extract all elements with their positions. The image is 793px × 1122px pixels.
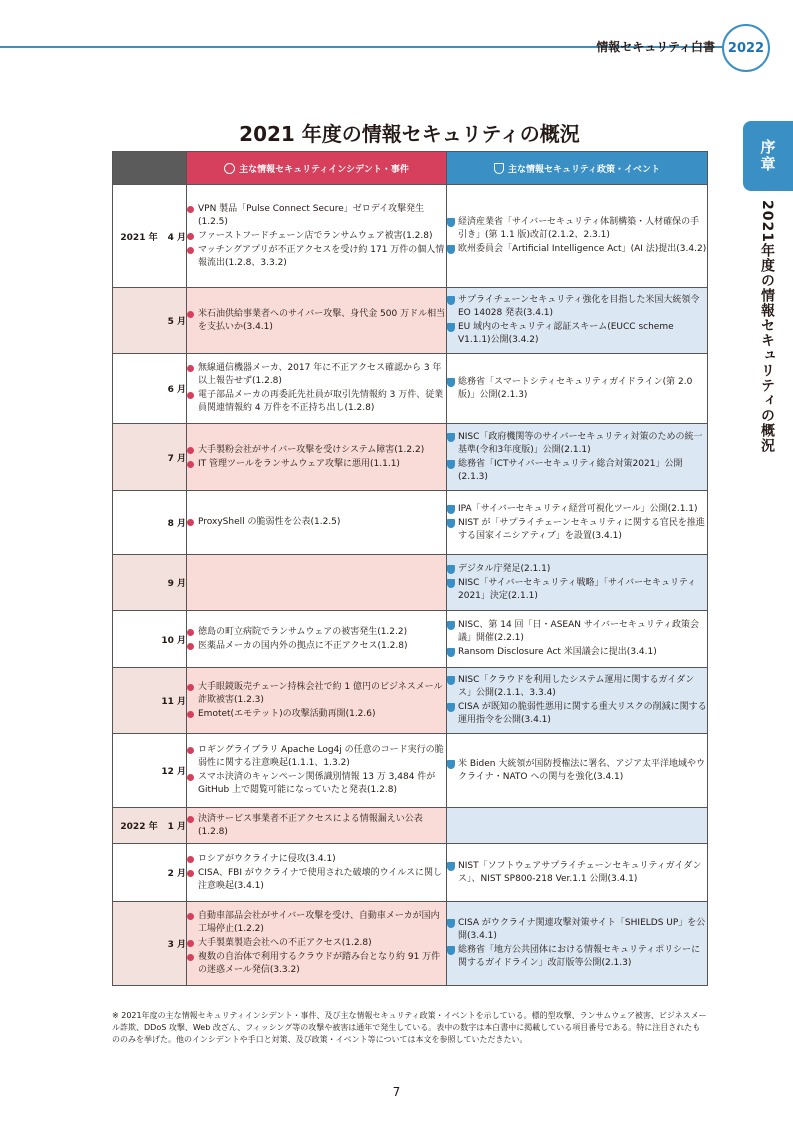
- policy-shield-icon: [447, 862, 455, 871]
- policy-shield-icon: [447, 218, 455, 227]
- table-row: [113, 902, 708, 986]
- incidents-cell: [187, 808, 447, 844]
- incident-item: [187, 626, 446, 639]
- month-label: 11 月: [161, 697, 186, 707]
- policy-item: [447, 376, 707, 402]
- incident-item: [187, 937, 446, 950]
- table-row: [113, 555, 708, 611]
- incident-item-text: ProxyShell の脆弱性を公表(1.2.5): [198, 517, 341, 527]
- policy-shield-icon: [447, 565, 455, 574]
- policy-shield-icon: [447, 460, 455, 469]
- date-cell: [113, 734, 187, 808]
- incident-item-text: ロシアがウクライナに侵攻(3.4.1): [198, 853, 336, 864]
- policy-shield-icon: [447, 579, 455, 588]
- incident-item-text: 医薬品メーカの国内外の拠点に不正アクセス(1.2.8): [198, 640, 408, 651]
- date-cell: [113, 808, 187, 844]
- incident-item-text: 大手製菓製造会社への不正アクセス(1.2.8): [198, 938, 372, 948]
- policy-item: [447, 243, 707, 256]
- incident-item: [187, 230, 446, 243]
- header-year-badge: 2022: [722, 24, 770, 72]
- incidents-cell: [187, 288, 447, 354]
- shield-icon: [494, 163, 504, 174]
- policies-cell: [447, 288, 708, 354]
- incidents-cell: [187, 185, 447, 288]
- date-cell: [113, 611, 187, 668]
- incident-bullet-icon: [187, 643, 194, 650]
- month-label: 6 月: [167, 385, 186, 395]
- incident-item: [187, 308, 446, 334]
- date-cell: [113, 902, 187, 986]
- policy-item-text: EU 域内のセキュリティ認証スキーム(EUCC scheme V1.1.1)公開(3.4.2): [458, 322, 674, 345]
- policy-item: [447, 860, 707, 886]
- policy-item: [447, 619, 707, 645]
- policy-item: [447, 517, 707, 543]
- footnote: ※ 2021年度の主な情報セキュリティインシデント・事件、及び主な情報セキュリティ政策・イベントを示している。標的型攻撃、ランサムウェア被害、ビジネスメール詐欺、DDoS 攻撃、Web 改ざん、フィッシング等の攻撃や被害は通年で発生している。表中の数字は本白書中に掲載している項目番号である。特に注目されたもののみを挙げた。他のインシデントや手口と対策、及び政策・イベント等については本文を参照していただきたい。: [112, 1011, 707, 1044]
- table-row: [113, 491, 708, 555]
- policies-column-header: [447, 152, 708, 185]
- incidents-cell: [187, 555, 447, 611]
- incident-bullet-icon: [187, 461, 194, 468]
- incidents-cell: [187, 734, 447, 808]
- policy-item: [447, 758, 707, 784]
- incident-item-text: VPN 製品「Pulse Connect Secure」ゼロデイ攻撃発生(1.2.5): [198, 203, 425, 227]
- incident-item: [187, 458, 446, 471]
- date-cell: [113, 288, 187, 354]
- month-label: 4 月: [167, 232, 186, 243]
- table-row: [113, 611, 708, 668]
- incidents-cell: [187, 902, 447, 986]
- policies-cell: [447, 902, 708, 986]
- policy-item: [447, 216, 707, 242]
- incidents-column-header: [187, 152, 447, 185]
- incident-bullet-icon: [187, 816, 194, 823]
- incident-item: [187, 708, 446, 721]
- policy-item: [447, 294, 707, 320]
- incident-item: [187, 362, 446, 388]
- table-row: [113, 354, 708, 424]
- incident-item: [187, 771, 446, 797]
- policy-shield-icon: [447, 519, 455, 528]
- policy-shield-icon: [447, 621, 455, 630]
- policy-item-text: デジタル庁発足(2.1.1): [458, 563, 551, 574]
- incident-bullet-icon: [187, 392, 194, 399]
- header-title: 情報セキュリティ白書: [596, 40, 715, 54]
- month-label: 5 月: [167, 317, 186, 327]
- policy-item-text: NISC「政府機関等のサイバーセキュリティ対策のための統一基準(令和3年度版)」公開(2.1.1): [458, 431, 703, 455]
- policy-shield-icon: [447, 703, 455, 712]
- incident-bullet-icon: [187, 954, 194, 961]
- incident-item: [187, 244, 446, 270]
- policy-item: [447, 577, 707, 603]
- policy-item-text: 欧州委員会「Artificial Intelligence Act」(AI 法)提出(3.4.2): [458, 244, 707, 254]
- incident-item: [187, 389, 446, 415]
- incident-bullet-icon: [187, 365, 194, 372]
- policy-item-text: CISA が既知の脆弱性悪用に関する重大リスクの削減に関する運用指令を公開(3.4.1): [458, 702, 707, 725]
- incident-item-text: 徳島の町立病院でランサムウェアの被害発生(1.2.2): [198, 626, 408, 637]
- policies-cell: [447, 424, 708, 491]
- incident-bullet-icon: [187, 711, 194, 718]
- month-label: 1 月: [167, 822, 186, 832]
- policy-item: [447, 917, 707, 943]
- policy-shield-icon: [447, 296, 455, 305]
- policy-item-text: 経済産業省「サイバーセキュリティ体制構築・人材確保の手引き」(第 1.1 版)改訂(2.1.2、2.3.1): [458, 217, 700, 240]
- incident-bullet-icon: [187, 247, 194, 254]
- incident-bullet-icon: [187, 311, 194, 318]
- policies-cell: [447, 491, 708, 555]
- incident-bullet-icon: [187, 913, 194, 920]
- policies-cell: [447, 734, 708, 808]
- table-row: [113, 734, 708, 808]
- policies-cell: [447, 844, 708, 902]
- policy-item: [447, 674, 707, 700]
- policy-item: [447, 503, 707, 516]
- timeline-table: [112, 151, 708, 986]
- incident-bullet-icon: [187, 870, 194, 877]
- year-label: 2022 年: [120, 822, 158, 832]
- policy-item-text: NIST が「サプライチェーンセキュリティに関する官民を推進する国家イニシアティブ」を設置(3.4.1): [458, 517, 705, 541]
- incident-item-text: ロギングライブラリ Apache Log4j の任意のコード実行の脆弱性に関する注意喚起(1.1.1、1.3.2): [198, 745, 444, 768]
- table-row: [113, 844, 708, 902]
- incident-item-text: 自動車部品会社がサイバー攻撃を受け、自動車メーカが国内工場停止(1.2.2): [198, 911, 440, 934]
- policy-item-text: 米 Biden 大統領が国防授権法に署名、アジア太平洋地域やウクライナ・NATO への関与を強化(3.4.1): [458, 758, 705, 782]
- policy-item: [447, 431, 707, 457]
- policy-item-text: 総務省「地方公共団体における情報セキュリティポリシーに関するガイドライン」改訂版等公開(2.1.3): [458, 945, 701, 968]
- date-cell: [113, 668, 187, 734]
- policy-shield-icon: [447, 378, 455, 387]
- incidents-cell: [187, 844, 447, 902]
- incident-item-text: 決済サービス事業者不正アクセスによる情報漏えい公表(1.2.8): [198, 813, 423, 837]
- policies-column-label: 主な情報セキュリティ政策・イベント: [507, 164, 661, 175]
- incidents-cell: [187, 491, 447, 555]
- year-label: 2021 年: [120, 232, 158, 243]
- incident-item-text: マッチングアプリが不正アクセスを受け約 171 万件の個人情報流出(1.2.8、3.3.2): [198, 244, 445, 268]
- date-cell: [113, 555, 187, 611]
- policy-item: [447, 944, 707, 970]
- policy-item-text: NISC、第 14 回「日・ASEAN サイバーセキュリティ政策会議」開催(2.2.1): [458, 620, 699, 643]
- page-title: 2021 年度の情報セキュリティの概況: [239, 122, 580, 146]
- incident-item: [187, 640, 446, 653]
- month-label: 12 月: [161, 767, 186, 777]
- incident-item: [187, 681, 446, 707]
- month-label: 2 月: [167, 869, 186, 879]
- incident-item: [187, 203, 446, 229]
- policy-shield-icon: [447, 648, 455, 657]
- incident-bullet-icon: [187, 747, 194, 754]
- header-blank-cell: [113, 152, 187, 185]
- incident-item-text: IT 管理ツールをランサムウェア攻撃に悪用(1.1.1): [198, 458, 400, 469]
- policy-shield-icon: [447, 919, 455, 928]
- policies-cell: [447, 668, 708, 734]
- incident-item-text: 米石油供給事業者へのサイバー攻撃、身代金 500 万ドル相当を支払いか(3.4.1): [198, 308, 446, 332]
- policies-cell: [447, 611, 708, 668]
- incident-item: [187, 516, 446, 529]
- incident-bullet-icon: [187, 774, 194, 781]
- date-cell: [113, 424, 187, 491]
- incident-item-text: Emotet(エモテット)の攻撃活動再開(1.2.6): [198, 708, 376, 719]
- policy-item: [447, 701, 707, 727]
- incident-item-text: スマホ決済のキャンペーン関係識別情報 13 万 3,484 件が GitHub 上で閲覧可能になっていたと発表(1.2.8): [198, 772, 436, 795]
- incident-bullet-icon: [187, 519, 194, 526]
- month-label: 7 月: [167, 453, 186, 464]
- incident-bullet-icon: [187, 684, 194, 691]
- month-label: 10 月: [161, 635, 186, 646]
- incident-item: [187, 853, 446, 866]
- policy-item-text: IPA「サイバーセキュリティ経営可視化ツール」公開(2.1.1): [458, 503, 698, 514]
- target-icon: [224, 163, 235, 174]
- incident-item: [187, 444, 446, 457]
- month-label: 8 月: [167, 519, 186, 529]
- incident-item-text: CISA、FBI がウクライナで使用された破壊的ウイルスに関し注意喚起(3.4.1): [198, 867, 443, 891]
- policy-item-text: Ransom Disclosure Act 米国議会に提出(3.4.1): [458, 647, 657, 657]
- incident-item-text: 大手製粉会社がサイバー攻撃を受けシステム障害(1.2.2): [198, 444, 425, 455]
- table-row: [113, 185, 708, 288]
- table-row: [113, 808, 708, 844]
- incidents-column-label: 主な情報セキュリティインシデント・事件: [239, 164, 409, 175]
- policy-shield-icon: [447, 676, 455, 685]
- incidents-cell: [187, 668, 447, 734]
- month-label: 9 月: [167, 579, 186, 589]
- date-cell: [113, 185, 187, 288]
- policy-shield-icon: [447, 760, 455, 769]
- table-header-row: [113, 152, 708, 185]
- policy-item-text: CISA がウクライナ関連攻撃対策サイト「SHIELDS UP」を公開(3.4.1): [458, 918, 706, 941]
- incident-bullet-icon: [187, 629, 194, 636]
- incident-item-text: 電子部品メーカの再委託先社員が取引先情報約 3 万件、従業員関連情報約 4 万件を不正持ち出し(1.2.8): [198, 390, 444, 413]
- incidents-cell: [187, 611, 447, 668]
- policy-item-text: 総務省「スマートシティセキュリティガイドライン(第 2.0 版)」公開(2.1.3): [458, 376, 693, 400]
- policies-cell: [447, 808, 708, 844]
- policy-shield-icon: [447, 505, 455, 514]
- table-row: [113, 424, 708, 491]
- policy-item: [447, 646, 707, 659]
- policy-item-text: NISC「サイバーセキュリティ戦略」「サイバーセキュリティ 2021」決定(2.1.1): [458, 577, 697, 601]
- table-row: [113, 288, 708, 354]
- page-number: 7: [392, 1085, 401, 1099]
- policies-cell: [447, 555, 708, 611]
- policy-shield-icon: [447, 245, 455, 254]
- incident-item: [187, 813, 446, 839]
- policy-item-text: サプライチェーンセキュリティ強化を目指した米国大統領令 EO 14028 発表(3.4.1): [458, 295, 700, 318]
- policy-item-text: NIST「ソフトウェアサプライチェーンセキュリティガイダンス」、NIST SP800-218 Ver.1.1 公開(3.4.1): [458, 860, 702, 884]
- policies-cell: [447, 185, 708, 288]
- policy-item-text: NISC「クラウドを利用したシステム運用に関するガイダンス」公開(2.1.1、3.3.4): [458, 675, 695, 698]
- incident-item-text: 複数の自治体で利用するクラウドが踏み台となり約 91 万件の迷惑メール発信(3.3.2): [198, 952, 441, 975]
- policy-item: [447, 458, 707, 484]
- incident-bullet-icon: [187, 206, 194, 213]
- incident-item-text: 大手眼鏡販売チェーン持株会社で約 1 億円のビジネスメール詐欺被害(1.2.3): [198, 681, 443, 705]
- date-cell: [113, 354, 187, 424]
- date-cell: [113, 491, 187, 555]
- month-label: 3 月: [167, 940, 186, 950]
- incident-item: [187, 744, 446, 770]
- table-row: [113, 668, 708, 734]
- incident-item: [187, 867, 446, 893]
- incident-bullet-icon: [187, 233, 194, 240]
- policy-item-text: 総務省「ICTサイバーセキュリティ総合対策2021」公開(2.1.3): [458, 458, 683, 482]
- policy-shield-icon: [447, 323, 455, 332]
- policy-shield-icon: [447, 946, 455, 955]
- policy-item: [447, 321, 707, 347]
- incident-item-text: 無線通信機器メーカ、2017 年に不正アクセス確認から 3 年以上報告せず(1.2.8): [198, 363, 442, 386]
- policy-item: [447, 563, 707, 576]
- incidents-cell: [187, 354, 447, 424]
- chapter-vertical-title: 2021年度の情報セキュリティの概況: [759, 200, 775, 453]
- incident-bullet-icon: [187, 940, 194, 947]
- incident-bullet-icon: [187, 447, 194, 454]
- incident-item: [187, 910, 446, 936]
- incident-item: [187, 951, 446, 977]
- incident-item-text: ファーストフードチェーン店でランサムウェア被害(1.2.8): [198, 230, 433, 241]
- incidents-cell: [187, 424, 447, 491]
- policies-cell: [447, 354, 708, 424]
- chapter-tab: 序章: [743, 121, 793, 191]
- date-cell: [113, 844, 187, 902]
- policy-shield-icon: [447, 433, 455, 442]
- incident-bullet-icon: [187, 856, 194, 863]
